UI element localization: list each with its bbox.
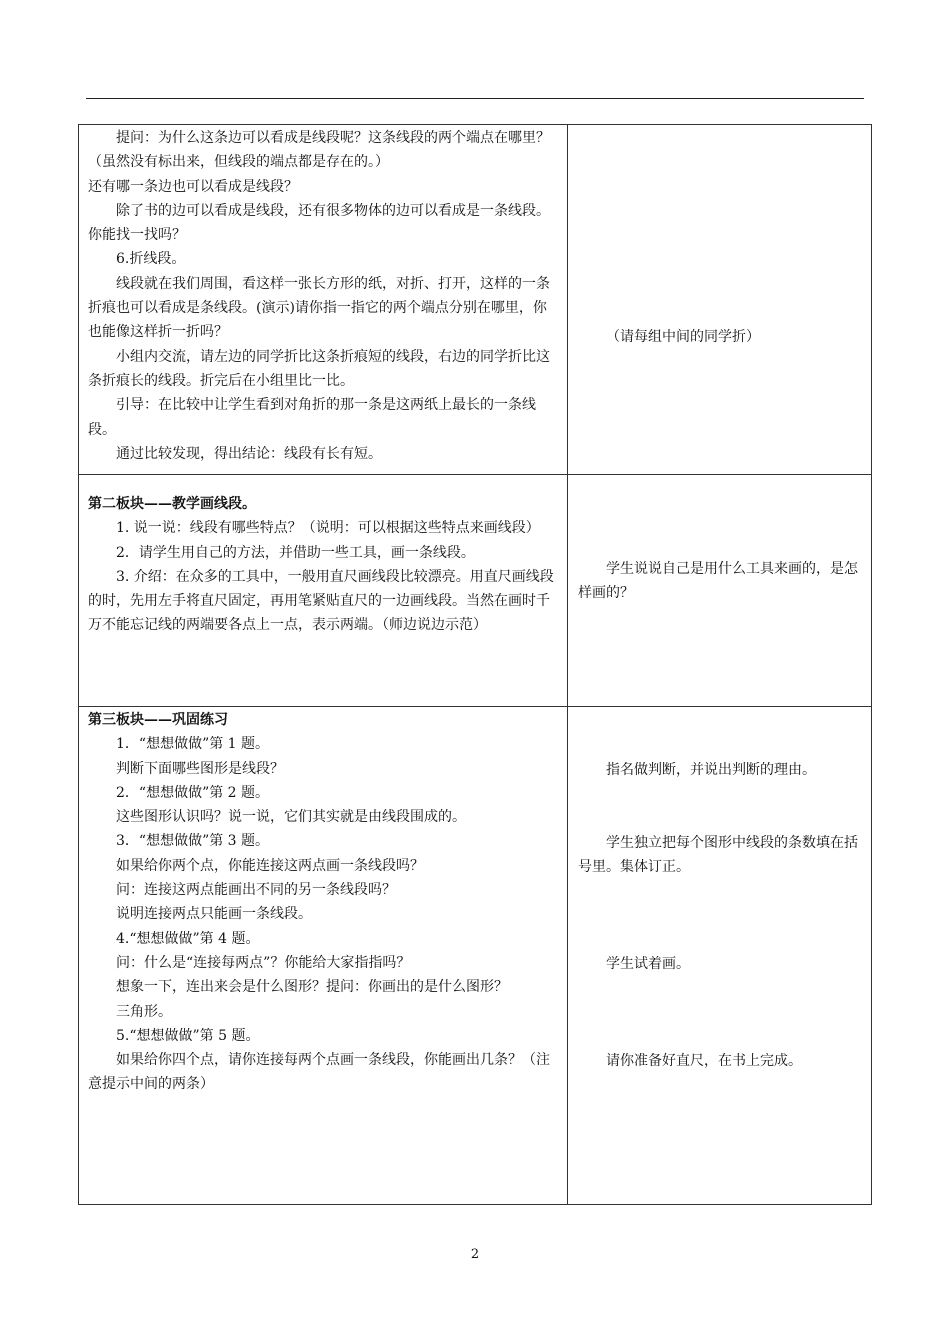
note-fold: （请每组中间的同学折） <box>606 329 760 345</box>
teaching-process-cell <box>79 125 568 475</box>
paragraph-guide: 引导：在比较中让学生看到对角折的那一条是这两纸上最长的一条线段。 <box>88 397 536 438</box>
paragraph-group-exchange: 小组内交流，请左边的同学折比这条折痕短的线段，右边的同学折比这条折痕长的线段。折完后在小组里比一比。 <box>88 348 550 389</box>
paragraph-features: 1. 说一说：线段有哪些特点？（说明：可以根据这些特点来画线段） <box>116 520 540 537</box>
paragraph-ruler: 3. 介绍：在众多的工具中，一般用直尺画线段比较漂亮。用直尺画线段的时，先用左手将直尺固定，再用笔紧贴直尺的一边画线段。当然在画时千万不能忘记线的两端要各点上一点，表示两端。（师边说边示范） <box>88 568 554 634</box>
page-number: 2 <box>470 1247 480 1262</box>
exercise-5-title: 5.“想想做做”第 5 题。 <box>116 1027 260 1044</box>
exercise-3-text: 如果给你两个点，你能连接这两点画一条线段吗？ <box>116 857 424 874</box>
paragraph-own-method: 2．请学生用自己的方法，并借助一些工具，画一条线段。 <box>116 544 475 561</box>
note-count-segments: 学生独立把每个图形中线段的条数填在括号里。集体订正。 <box>578 835 858 876</box>
paragraph-question-edge: 提问：为什么这条边可以看成是线段呢？这条线段的两个端点在哪里？（虽然没有标出来，但线段的端点都是存在的。） <box>88 130 550 171</box>
student-activity-cell <box>568 475 872 707</box>
paragraph-fold-title: 6.折线段。 <box>116 251 186 268</box>
teaching-process-cell <box>79 707 568 1205</box>
lesson-plan-table <box>78 124 872 1205</box>
exercise-2-title: 2．“想想做做”第 2 题。 <box>116 784 270 801</box>
paragraph-conclusion: 通过比较发现，得出结论：线段有长有短。 <box>116 445 382 462</box>
student-activity-cell <box>568 125 872 475</box>
exercise-3-title: 3．“想想做做”第 3 题。 <box>116 833 270 850</box>
table-row-practice <box>79 707 872 1205</box>
paragraph-fold-demo: 线段就在我们周围，看这样一张长方形的纸，对折、打开，这样的一条折痕也可以看成是条线段。(演示)请你指一指它的两个端点分别在哪里，你也能像这样折一折吗？ <box>88 275 550 341</box>
teaching-process-cell <box>79 475 568 707</box>
section-heading-draw: 第二板块——教学画线段。 <box>88 496 256 512</box>
paragraph-other-edge: 还有哪一条边也可以看成是线段？ <box>88 178 298 195</box>
paragraph-find-edges: 除了书的边可以看成是线段，还有很多物体的边可以看成是一条线段。你能找一找吗？ <box>88 202 550 244</box>
note-try-draw: 学生试着画。 <box>606 956 690 972</box>
exercise-1-title: 1．“想想做做”第 1 题。 <box>116 736 270 753</box>
exercise-5-text: 如果给你四个点，请你连接每两个点画一条线段，你能画出几条？（注意提示中间的两条） <box>88 1052 550 1093</box>
table-row-draw-segment <box>79 475 872 707</box>
exercise-3-explain: 说明连接两点只能画一条线段。 <box>116 906 312 923</box>
section-heading-practice: 第三板块——巩固练习 <box>88 712 228 728</box>
exercise-4-title: 4.“想想做做”第 4 题。 <box>116 930 260 947</box>
note-prepare-ruler: 请你准备好直尺，在书上完成。 <box>606 1053 802 1069</box>
exercise-4-imagine: 想象一下，连出来会是什么图形？提问：你画出的是什么图形？ <box>116 979 508 996</box>
student-activity-cell <box>568 707 872 1205</box>
exercise-2-text: 这些图形认识吗？说一说，它们其实就是由线段围成的。 <box>116 809 466 826</box>
exercise-1-text: 判断下面哪些图形是线段？ <box>116 760 284 777</box>
exercise-4-question: 问：什么是“连接每两点”？你能给大家指指吗？ <box>116 954 411 971</box>
note-judge: 指名做判断，并说出判断的理由。 <box>606 762 816 778</box>
exercise-4-answer: 三角形。 <box>116 1003 172 1020</box>
header-rule <box>86 98 864 99</box>
note-tools: 学生说说自己是用什么工具来画的，是怎样画的？ <box>578 561 858 602</box>
exercise-3-question: 问：连接这两点能画出不同的另一条线段吗？ <box>116 882 396 899</box>
table-row-fold-segment <box>79 125 872 475</box>
